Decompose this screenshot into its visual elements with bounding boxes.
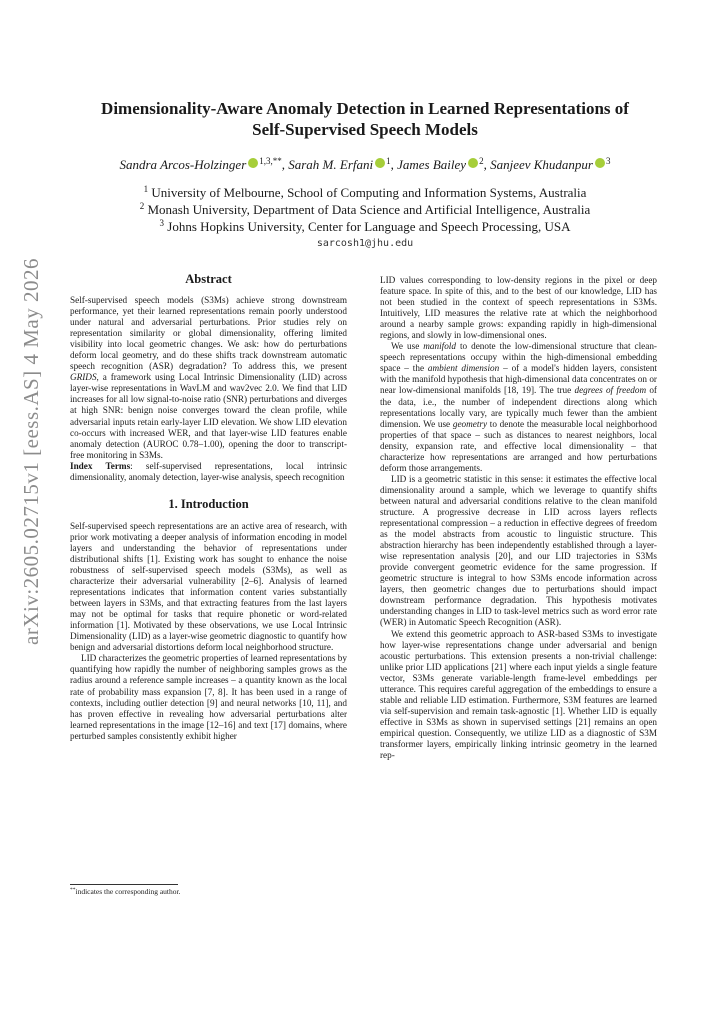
arxiv-identifier: arXiv:2605.02715v1 [eess.AS] 4 May 2026 xyxy=(19,258,43,645)
abstract-heading: Abstract xyxy=(185,272,232,286)
intro-paragraph-1: Self-supervised speech representations are an active area of research, with prior work motivating a deeper analysis of information encoding in model layers and understanding the behavior of representations under distributional shifts [1]. Existing work has sought to enhance the noise robustness of self-supervised speech models (S3Ms), as well as characterize their adversarial vulnerability [2–6]. Analysis of learned representations indicates that information content varies substantially between layers in S3Ms, and that extracting features from the last layers may not be optimal for tasks that require phonetic or word-related information [1]. Motivated by these observations, we use Local Intrinsic Dimensionality (LID) as a layer-wise geometric diagnostic to quantify how benign and adversarial distortions deform local neighborhood structure. xyxy=(70,520,347,653)
orcid-icon[interactable] xyxy=(468,158,478,168)
author-affiliation: 1 xyxy=(386,156,391,166)
paper-title xyxy=(70,98,660,140)
footnote: **indicates the corresponding author. xyxy=(70,887,181,896)
contact-email[interactable]: sarcosh1@jhu.edu xyxy=(316,238,414,249)
orcid-icon[interactable] xyxy=(248,158,258,168)
left-column xyxy=(70,272,347,742)
affiliations xyxy=(70,184,660,235)
author-name: Sandra Arcos-Holzinger xyxy=(119,157,247,172)
author-affiliation: 3 xyxy=(605,156,611,166)
author-name: Sarah M. Erfani xyxy=(288,157,374,172)
body-paragraph-3: LID is a geometric statistic in this sense: it estimates the effective local dimensionality around a sample, which we leverage to quantify shifts between natural and adversarial conditions relative to the clean manifold structure. A progressive decrease in LID across layers reflects representational compression – a reduction in effective degrees of freedom as the model abstracts from acoustic to linguistic structure. This abstraction hierarchy has been independently established through a layer-wise representation analysis [20], and our LID trajectories in S3Ms provide convergent geometric evidence for the same progression. If geometric structure is integral to how S3Ms encode information across layers, then geometric changes due to perturbations should impact downstream performance degradation. This hypothesis motivates understanding changes in LID to task-level metrics such as word error rate (WER) in Automatic Speech Recognition (ASR). xyxy=(380,473,657,628)
body-paragraph-2: We use manifold to denote the low-dimensional structure that clean-speech representations occupy within the high-dimensional embedding space – the ambient dimension – of a model's hidden layers, consistent with the manifold hypothesis that high-dimensional data concentrates on or near low-dimensional manifolds [18, 19]. The true degrees of freedom of the data, i.e., the number of independent directions along which representations locally vary, are typically much fewer than the ambient dimension. We use geometry to denote the measurable local neighborhood properties of that space – such as distances to nearest neighbors, local density, expansion rate, and effective local dimensionality – that characterize how representations are arranged and how perturbations deform those arrangements. xyxy=(380,341,657,473)
author-list: Sandra Arcos-Holzinger $^{1,3,**}$, Sarah M. Erfani $^1$, James Bailey $^2$, Sanjeev Khudanpur $^3$ xyxy=(119,156,611,172)
body-paragraph-4: We extend this geometric approach to ASR-based S3Ms to investigate how layer-wise representations change under adversarial and benign acoustic perturbations. This extension presents a non-trivial challenge: unlike prior LID applications [21] where each input yields a single feature vector, S3Ms generate variable-length frame-level embeddings per utterance. This requires careful aggregation of the embeddings to ensure a stable and reliable LID estimation. Furthermore, S3M features are learned via self-supervision and remain task-agnostic [1]. Whether LID is equally effective in S3Ms as shown in supervised settings [21] remains an open empirical question. Consequently, we utilize LID as a diagnostic of S3M transformer layers, empirically linking intrinsic geometry in the learned rep- xyxy=(380,628,657,761)
abstract-body: Self-supervised speech models (S3Ms) achieve strong downstream performance, yet their learned representations remain poorly understood under natural and adversarial perturbations. Prior studies rely on representation similarity or global dimensionality, offering limited visibility into local geometric changes. We ask: how do perturbations deform local geometry, and do these shifts track downstream automatic speech recognition (ASR) degradation? To address this, we present GRIDS, a framework using Local Intrinsic Dimensionality (LID) across layer-wise representations in WavLM and wav2vec 2.0. We find that LID increases for all low signal-to-noise ratio (SNR) perturbations and diverges at high SNR: benign noise converges toward the clean profile, while adversarial inputs retain early-layer LID elevation. We show LID elevation co-occurs with increased WER, and that layer-wise LID features enable anomaly detection (AUROC 0.78–1.00), opening the door to transcript-free monitoring in S3Ms. xyxy=(70,295,347,460)
author-affiliation: 2 xyxy=(479,156,484,166)
introduction-heading: 1. Introduction xyxy=(168,496,249,511)
affiliation-line: $^1$ University of Melbourne, School of Computing and Information Systems, Australia xyxy=(143,184,587,200)
index-terms: Index Terms: self-supervised representations, local intrinsic dimensionality, anomaly detection, layer-wise analysis, speech recognition xyxy=(70,460,347,482)
author-affiliation: 1,3,** xyxy=(259,156,282,166)
affiliation-line: $^3$ Johns Hopkins University, Center for Language and Speech Processing, USA xyxy=(159,218,571,234)
footnote-divider xyxy=(70,884,178,885)
author-name: Sanjeev Khudanpur xyxy=(490,157,593,172)
body-paragraph-1: LID values corresponding to low-density regions in the pixel or deep feature space. In spite of this, and to the best of our knowledge, LID has not been studied in the context of speech representations in S3Ms. Intuitively, LID measures the relative rate at which the neighborhood around a nearby sample grows: expanding rapidly in high-dimensional regions, and slowly in low-dimensional ones. xyxy=(380,275,657,341)
title-line-2: Self-Supervised Speech Models xyxy=(252,120,478,139)
affiliation-line: $^2$ Monash University, Department of Data Science and Artificial Intelligence, Australia xyxy=(139,201,591,217)
orcid-icon[interactable] xyxy=(595,158,605,168)
right-column xyxy=(380,275,657,761)
orcid-icon[interactable] xyxy=(375,158,385,168)
author-name: James Bailey xyxy=(397,157,467,172)
intro-paragraph-2: LID characterizes the geometric properties of learned representations by quantifying how rapidly the number of neighboring samples grows as the radius around a reference sample increases – a quantity known as the local rate of probability mass expansion [7, 8]. It has been used in a range of contexts, including outlier detection [9] and neural networks [10, 11], and has proven effective in revealing how adversarial perturbations alter learned representations in the image [12–16] and text [17] domains, where perturbed samples consistently exhibit higher xyxy=(70,653,347,741)
title-line-1: Dimensionality-Aware Anomaly Detection in Learned Representations of xyxy=(101,99,629,118)
